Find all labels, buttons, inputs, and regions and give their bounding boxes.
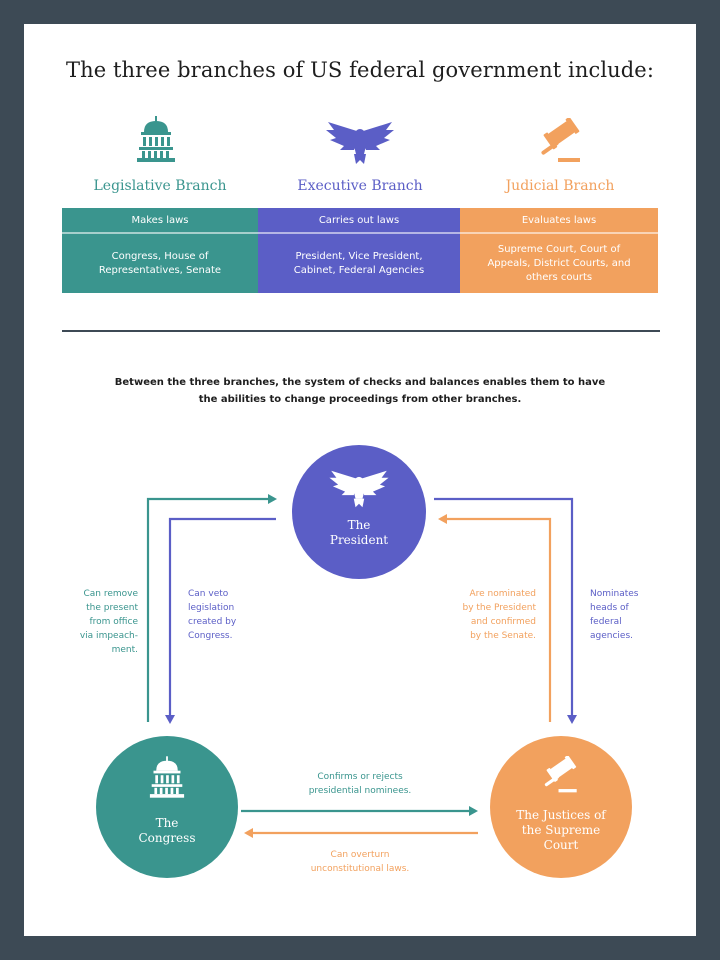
capitol-icon bbox=[149, 756, 185, 798]
executive-branch-title: Executive Branch bbox=[297, 178, 423, 194]
supreme-court-node bbox=[490, 736, 632, 878]
annotation-confirms-line: presidential nominees. bbox=[308, 786, 412, 796]
annotation-veto bbox=[188, 587, 268, 643]
annotation-nominates-line: heads of bbox=[590, 603, 629, 613]
legislative-role: Makes laws bbox=[62, 208, 258, 234]
legislative-branch-title: Legislative Branch bbox=[93, 178, 227, 194]
president-label bbox=[292, 518, 426, 548]
page-title: The three branches of US federal government include: bbox=[65, 58, 655, 82]
annotation-overturn bbox=[260, 848, 460, 876]
annotation-nominates-line: federal bbox=[590, 617, 622, 627]
legislative-members: Congress, House of Representatives, Senate bbox=[98, 250, 222, 276]
gavel-icon bbox=[540, 756, 582, 794]
annotation-impeach-line: from office bbox=[89, 617, 138, 627]
annotation-impeach-line: ment. bbox=[111, 645, 138, 655]
annotation-impeach-line: via impeach- bbox=[79, 631, 138, 641]
annotation-overturn-line: Can overturn bbox=[330, 850, 390, 860]
intro-line-1: Between the three branches, the system of checks and balances enables them to have bbox=[114, 377, 606, 388]
annotation-impeach-line: the present bbox=[86, 603, 138, 613]
executive-members: President, Vice President, Cabinet, Federal Agencies bbox=[293, 250, 425, 276]
annotation-impeach-line: Can remove bbox=[83, 589, 138, 599]
eagle-icon bbox=[326, 469, 392, 509]
judicial-members: Supreme Court, Court of Appeals, District Courts, and others courts bbox=[487, 243, 631, 283]
congress-label-line-1: The bbox=[155, 816, 179, 830]
president-label-line-1: The bbox=[347, 518, 371, 532]
supreme-court-label-line-2: the Supreme bbox=[521, 823, 601, 837]
infographic-page bbox=[24, 24, 696, 936]
judicial-branch-title: Judicial Branch bbox=[505, 178, 615, 194]
congress-node bbox=[96, 736, 238, 878]
executive-role: Carries out laws bbox=[258, 208, 460, 234]
annotation-veto-line: Can veto bbox=[188, 589, 229, 599]
annotation-nominated-line: Are nominated bbox=[469, 589, 536, 599]
supreme-court-label bbox=[490, 808, 632, 853]
president-label-line-2: President bbox=[329, 533, 389, 547]
annotation-nominated-line: and confirmed bbox=[470, 617, 536, 627]
judicial-role: Evaluates laws bbox=[460, 208, 658, 234]
annotation-impeach bbox=[64, 587, 138, 657]
annotation-nominated bbox=[440, 587, 536, 643]
annotation-veto-line: created by bbox=[188, 617, 237, 627]
supreme-court-label-line-3: Court bbox=[543, 838, 579, 852]
annotation-veto-line: legislation bbox=[188, 603, 235, 613]
annotation-veto-line: Congress. bbox=[188, 631, 233, 641]
annotation-nominates bbox=[590, 587, 660, 643]
annotation-confirms bbox=[260, 770, 460, 798]
supreme-court-label-line-1: The Justices of bbox=[516, 808, 606, 822]
intro-line-2: the abilities to change proceedings from other branches. bbox=[198, 394, 522, 405]
annotation-confirms-line: Confirms or rejects bbox=[317, 772, 403, 782]
annotation-nominated-line: by the Senate. bbox=[470, 631, 536, 641]
annotation-nominated-line: by the President bbox=[462, 603, 536, 613]
annotation-overturn-line: unconstitutional laws. bbox=[310, 864, 410, 874]
congress-label bbox=[96, 816, 238, 846]
annotation-nominates-line: agencies. bbox=[590, 631, 634, 641]
president-node bbox=[292, 445, 426, 579]
congress-label-line-2: Congress bbox=[138, 831, 196, 845]
annotation-nominates-line: Nominates bbox=[590, 589, 639, 599]
